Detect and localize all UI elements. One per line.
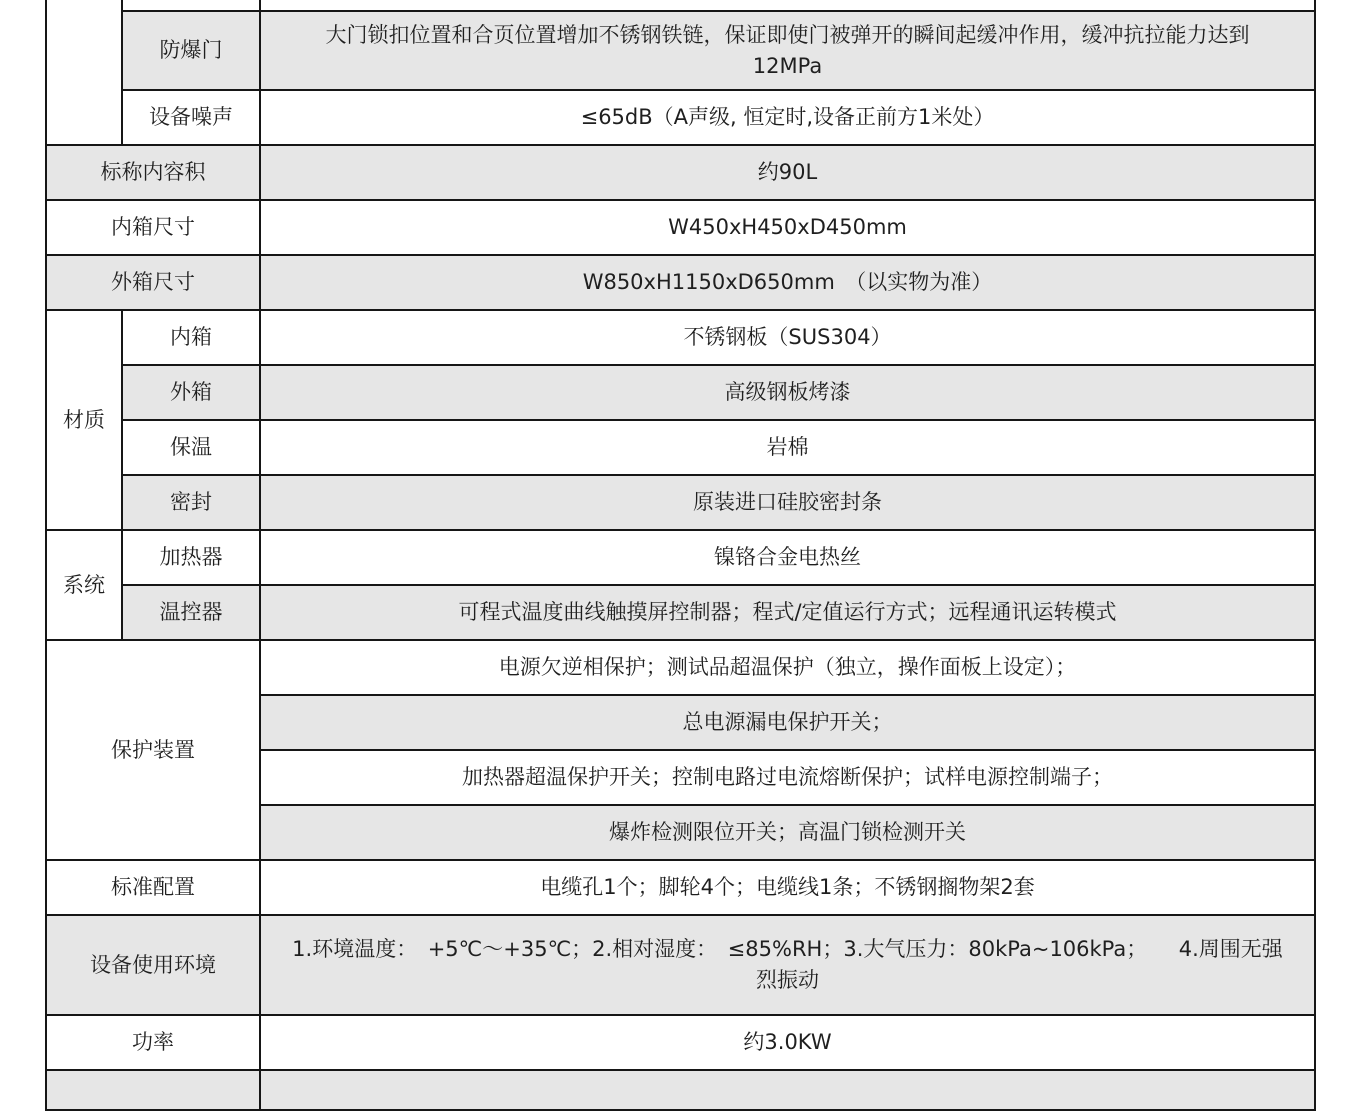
row-label-nominal-volume: 标称内容积 (46, 145, 260, 200)
row-value-protection-4: 爆炸检测限位开关；高温门锁检测开关 (260, 805, 1315, 860)
value-line: 1.环境温度： +5℃～+35℃；2.相对湿度： ≤85%RH；3.大气压力：80kPa~106kPa； 4.周围无强 (292, 937, 1283, 961)
group-label-material: 材质 (46, 310, 122, 530)
row-value-protection-1: 电源欠逆相保护；测试品超温保护（独立，操作面板上设定）； (260, 640, 1315, 695)
cell-empty (260, 1070, 1315, 1110)
table-row-material-insulation (46, 420, 1315, 475)
table-row-system-heater (46, 530, 1315, 585)
row-label-standard-config: 标准配置 (46, 860, 260, 915)
table-row-environment (46, 915, 1315, 1015)
table-row-blast-door (46, 11, 1315, 90)
row-value-noise: ≤65dB（A声级, 恒定时,设备正前方1米处） (260, 90, 1315, 145)
row-value-material-insulation: 岩棉 (260, 420, 1315, 475)
row-value-blast-door (260, 11, 1315, 90)
table-row-inner-size (46, 200, 1315, 255)
table-row-standard-config (46, 860, 1315, 915)
table-row-power (46, 1015, 1315, 1070)
row-value-system-heater: 镍铬合金电热丝 (260, 530, 1315, 585)
value-line: 烈振动 (756, 968, 819, 992)
row-value-material-outer: 高级钢板烤漆 (260, 365, 1315, 420)
row-value-environment (260, 915, 1315, 1015)
row-value-outer-size: W850xH1150xD650mm （以实物为准） (260, 255, 1315, 310)
row-value-protection-2: 总电源漏电保护开关； (260, 695, 1315, 750)
group-label-system: 系统 (46, 530, 122, 640)
table-row-outer-size (46, 255, 1315, 310)
row-value-nominal-volume: 约90L (260, 145, 1315, 200)
table-row-nominal-volume (46, 145, 1315, 200)
row-value-material-seal: 原装进口硅胶密封条 (260, 475, 1315, 530)
value-line: 12MPa (752, 53, 823, 78)
row-value-protection-3: 加热器超温保护开关；控制电路过电流熔断保护；试样电源控制端子； (260, 750, 1315, 805)
table-row-protection-1 (46, 640, 1315, 695)
row-label-material-outer: 外箱 (122, 365, 260, 420)
table-row-partial-top (46, 0, 1315, 11)
table-row-material-inner (46, 310, 1315, 365)
row-label-blast-door: 防爆门 (122, 11, 260, 90)
table-row-material-outer (46, 365, 1315, 420)
row-value-standard-config: 电缆孔1个；脚轮4个；电缆线1条；不锈钢搁物架2套 (260, 860, 1315, 915)
table-row-system-controller (46, 585, 1315, 640)
table-row-material-seal (46, 475, 1315, 530)
row-label-outer-size: 外箱尺寸 (46, 255, 260, 310)
cell-empty (122, 0, 260, 11)
row-label-noise: 设备噪声 (122, 90, 260, 145)
cell-empty (46, 1070, 260, 1110)
row-label-environment: 设备使用环境 (46, 915, 260, 1015)
row-label-inner-size: 内箱尺寸 (46, 200, 260, 255)
row-label-system-controller: 温控器 (122, 585, 260, 640)
row-label-power: 功率 (46, 1015, 260, 1070)
row-label-system-heater: 加热器 (122, 530, 260, 585)
row-label-protection: 保护装置 (46, 640, 260, 860)
value-line: 大门锁扣位置和合页位置增加不锈钢铁链，保证即使门被弹开的瞬间起缓冲作用，缓冲抗拉能力达到 (325, 22, 1250, 47)
cell-empty (260, 0, 1315, 11)
group-cell-continued (46, 0, 122, 145)
row-label-material-insulation: 保温 (122, 420, 260, 475)
row-value-material-inner: 不锈钢板（SUS304） (260, 310, 1315, 365)
row-label-material-seal: 密封 (122, 475, 260, 530)
row-label-material-inner: 内箱 (122, 310, 260, 365)
row-value-system-controller: 可程式温度曲线触摸屏控制器；程式/定值运行方式；远程通讯运转模式 (260, 585, 1315, 640)
table-row-partial-bottom (46, 1070, 1315, 1110)
table-row-noise (46, 90, 1315, 145)
spec-table (45, 0, 1316, 1111)
row-value-power: 约3.0KW (260, 1015, 1315, 1070)
row-value-inner-size: W450xH450xD450mm (260, 200, 1315, 255)
